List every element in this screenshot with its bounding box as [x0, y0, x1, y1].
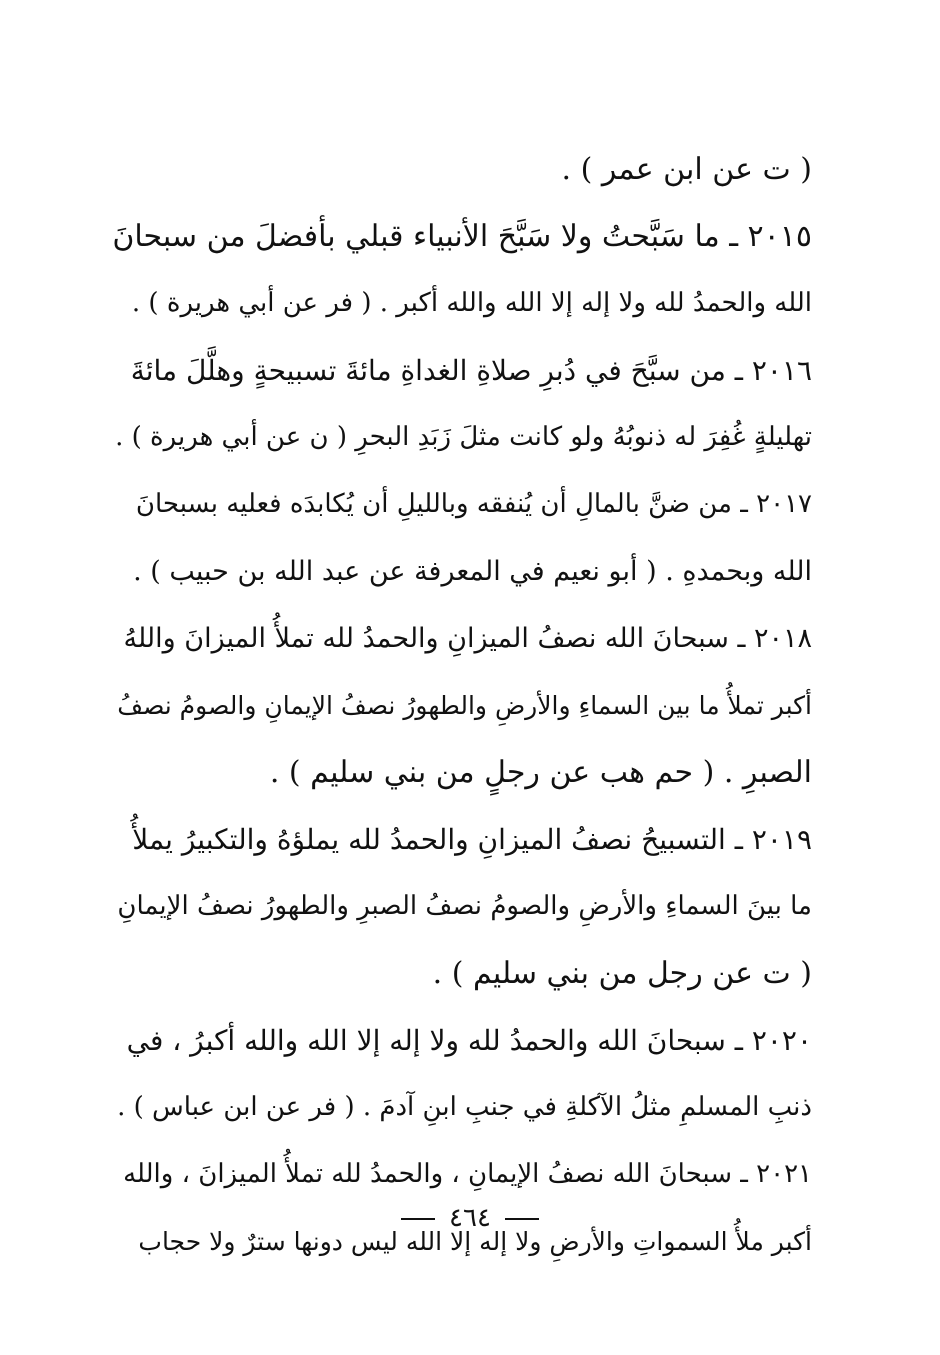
hadith-2021-line-1: ٢٠٢١ ـ سبحانَ الله نصفُ الإيمانِ ، والحمدُ لله تملأُ الميزانَ ، والله	[123, 1159, 812, 1189]
hadith-2019-line-1: ٢٠١٩ ـ التسبيحُ نصفُ الميزانِ والحمدُ لله يملؤهُ والتكبيرُ يملأُ	[132, 823, 812, 856]
hadith-2016-line-1: ٢٠١٦ ـ من سبَّحَ في دُبرِ صلاةِ الغداةِ مائةَ تسبيحةٍ وهلَّلَ مائةَ	[130, 354, 812, 387]
page-number-dash-left	[401, 1218, 435, 1220]
text-line: ( ت عن ابن عمر ) .	[561, 152, 812, 187]
hadith-2015-line-1: ٢٠١٥ ـ ما سَبَّحتُ ولا سَبَّحَ الأنبياء قبلي بأفضلَ من سبحانَ	[112, 219, 812, 254]
hadith-2020-line-2: ذنبِ المسلمِ مثلُ الآكلةِ في جنبِ ابنِ آدمَ . ( فر عن ابن عباس ) .	[117, 1092, 812, 1122]
hadith-2018-line-2: أكبر تملأُ ما بين السماءِ والأرضِ والطهورُ نصفُ الإيمانِ والصومُ نصفُ	[117, 691, 812, 720]
hadith-2015-line-2: الله والحمدُ لله ولا إله إلا الله والله أكبر . ( فر عن أبي هريرة ) .	[131, 288, 812, 318]
hadith-2019-line-3: ( ت عن رجل من بني سليم ) .	[432, 956, 812, 991]
hadith-2017-line-1: ٢٠١٧ ـ من ضنَّ بالمالِ أن يُنفقه وبالليلِ أن يُكابدَه فعليه بسبحانَ	[135, 489, 812, 519]
hadith-2016-line-2: تهليلةٍ غُفِرَ له ذنوبُهُ ولو كانت مثلَ زَبَدِ البحرِ ( ن عن أبي هريرة ) .	[115, 422, 812, 452]
hadith-2021-line-2: أكبر ملأُ السمواتِ والأرضِ ولا إله إلا الله ليس دونها سترٌ ولا حجاب	[138, 1227, 812, 1256]
page-number-value: ٤٦٤	[449, 1203, 491, 1233]
hadith-text-block	[112, 136, 812, 1275]
hadith-2019-line-2: ما بينَ السماءِ والأرضِ والصومُ نصفُ الصبرِ والطهورُ نصفُ الإيمانِ	[117, 891, 812, 921]
page-number	[0, 1203, 940, 1233]
hadith-2018-line-3: الصبرِ . ( حم هب عن رجلٍ من بني سليم ) .	[269, 755, 812, 790]
page-number-dash-right	[505, 1218, 539, 1220]
hadith-2017-line-2: الله وبحمدهِ . ( أبو نعيم في المعرفة عن عبد الله بن حبيب ) .	[133, 556, 812, 587]
hadith-2020-line-1: ٢٠٢٠ ـ سبحانَ الله والحمدُ لله ولا إله إلا الله والله أكبرُ ، في	[126, 1024, 812, 1057]
hadith-2018-line-1: ٢٠١٨ ـ سبحانَ الله نصفُ الميزانِ والحمدُ لله تملأُ الميزانَ واللهُ	[123, 623, 812, 654]
